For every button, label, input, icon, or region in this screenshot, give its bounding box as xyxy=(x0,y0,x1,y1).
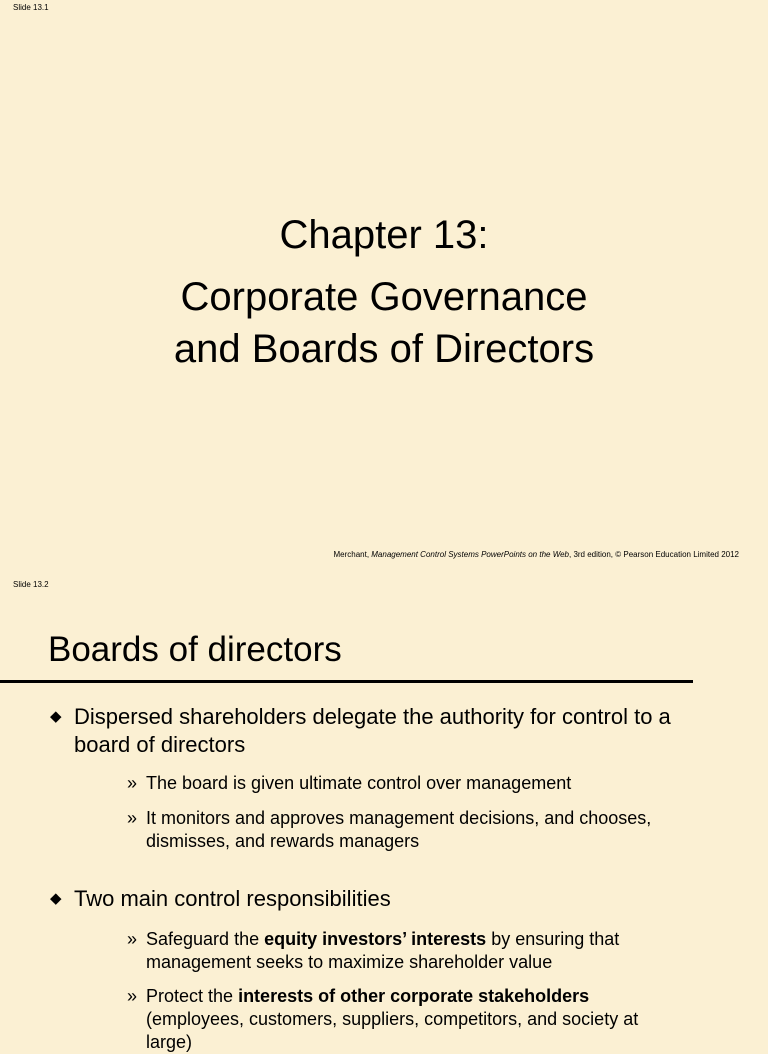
bullet-text: Two main control responsibilities xyxy=(74,886,391,911)
slide-number: Slide 13.2 xyxy=(13,580,49,589)
sub-bullet-item xyxy=(127,928,687,974)
footer-edition: , 3rd edition, © Pearson Education Limited 2012 xyxy=(569,550,739,559)
chapter-heading xyxy=(0,209,768,261)
slide-number: Slide 13.1 xyxy=(13,3,49,12)
sub-bullet-text: The board is given ultimate control over management xyxy=(146,773,572,793)
bullet-item xyxy=(50,703,690,759)
title-divider xyxy=(0,680,693,683)
sub-bullet-text xyxy=(146,928,687,974)
sub-bullet-text-pre: Protect the xyxy=(146,986,239,1006)
diamond-bullet-icon: ◆ xyxy=(50,890,62,907)
sub-bullet-text xyxy=(146,985,687,1054)
sub-bullet-emphasis: equity investors’ interests xyxy=(264,929,487,949)
sub-bullet-item xyxy=(127,772,687,795)
slide-title: Boards of directors xyxy=(48,630,342,669)
sub-bullet-text-pre: Safeguard the xyxy=(146,929,265,949)
chapter-title-line-1: Corporate Governance xyxy=(180,275,588,319)
diamond-bullet-icon: ◆ xyxy=(50,708,62,725)
copyright-footer xyxy=(333,550,739,559)
footer-author: Merchant, xyxy=(333,550,372,559)
bullet-text: Dispersed shareholders delegate the authority for control to a board of directors xyxy=(74,704,671,757)
chapter-number: Chapter 13: xyxy=(279,213,489,257)
bullet-item xyxy=(50,885,690,913)
sub-bullet-emphasis: interests of other corporate stakeholders xyxy=(238,986,590,1006)
chevron-bullet-icon: » xyxy=(127,929,138,949)
chapter-title xyxy=(0,271,768,375)
chevron-bullet-icon: » xyxy=(127,986,138,1006)
sub-bullet-item xyxy=(127,807,687,853)
sub-bullet-item xyxy=(127,985,687,1054)
chapter-title-line-2: and Boards of Directors xyxy=(173,327,595,371)
chevron-bullet-icon: » xyxy=(127,773,138,793)
sub-bullet-text-post: (employees, customers, suppliers, competitors, and society at large) xyxy=(146,1009,639,1052)
slide-13-2 xyxy=(0,576,768,1052)
sub-bullet-text: It monitors and approves management decisions, and chooses, dismisses, and rewards managers xyxy=(146,808,652,851)
sub-bullet-text-post: by ensuring that management seeks to maximize shareholder value xyxy=(146,929,620,972)
chevron-bullet-icon: » xyxy=(127,808,138,828)
footer-book-title: Management Control Systems PowerPoints on the Web xyxy=(371,550,569,559)
